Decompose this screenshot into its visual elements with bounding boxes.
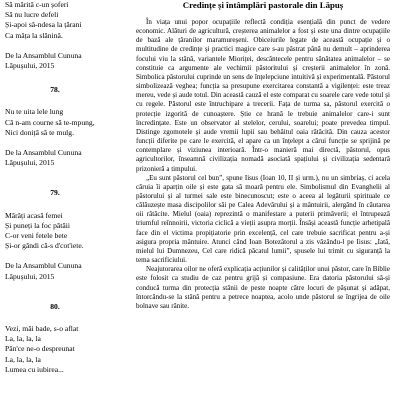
verse-line: Și puneți la foc pătăii — [5, 220, 70, 230]
verse-line: Lumea cu iubirea... — [5, 364, 64, 374]
verse-line: Ca mâța la slănină. — [5, 30, 63, 40]
verse-number: 80. — [50, 301, 60, 311]
verse-line: Să mărită c-un șoferi — [5, 0, 69, 9]
verse-block-78 — [5, 107, 105, 168]
verse-block-80 — [5, 324, 105, 375]
verse-line: Că n-am courne să te-mpung, — [5, 117, 95, 127]
verse-line: Nu te uita lele lung — [5, 107, 64, 117]
article-title: Credințe și întâmplări pastorale din Lăpuș — [182, 0, 344, 10]
article-paragraph: Neajutorarea oilor ne oferă explicația acțiunilor și calităților unui păstor, care în Biblie este folosit ca studiu de caz pentru grijă și compasiune. Era datoria păstorului să-și conducă turma din protecția stânii de peste noapte către locuri de pășunat și adăpat, întorcându-se la stână pentru a petrece noaptea, acolo unde păstorul se îngrijea de oile bolnave sau rănite. — [136, 265, 390, 310]
verse-source: De la Ansamblul Cununa Lăpușului, 2015 — [5, 148, 82, 168]
article — [136, 0, 390, 400]
verse-source: De la Ansamblul Cununa Lăpușului, 2015 — [5, 50, 82, 71]
verse-line: Nici donițâ să te mulg. — [5, 127, 74, 137]
verse-number: 79. — [50, 188, 60, 198]
left-column — [5, 0, 105, 400]
verse-number: 78. — [50, 85, 60, 95]
verse-line: Și-apoi să-ndesa la țărani — [5, 20, 82, 30]
verse-line: Pân'ce ne-o despreunat — [5, 344, 75, 354]
verse-source: De la Ansamblul Cununa Lăpușului, 2015 — [5, 261, 82, 281]
verse-line: La, la, la, la — [5, 334, 41, 344]
article-paragraph: În viața unui popor ocupațiile reflectă condiția esențială din punct de vedere economic. Alături de agricultură, creșterea animalelor a fost și este una dintre ocupațiile de bază ale țăranilor maramureșeni. Obiceiurile legate de această ocupație și o multitudine de credințe și practici magice care s-au păstrat până nu demult – aprinderea focului viu la stână, variantele Mioriței, descântecele pentru sănătatea animalelor – se constituie ca argumente ale vechimii păstoritului și creșterii animalelor în zonă. Simbolica păstorului cuprinde un sens de înțelepciune intuitivă și experimentală. Păstorul simbolizează veghea; funcția sa presupune exercitarea constantă a vigilenței: este treaz mereu, vede și aude totul. Din această cauză el este comparat cu soarele care vede totul și cu regele. Păstorul este întruchipare a trecerii. Fața de turma sa, păstorul exercită o protecție izgorită de cunoaștere. Știe ce hrană le trebuie animalelor care-i sunt încredințate. Este un observator al stelelor, cerului, soarelui; poate prevedea timpul. Distinge zgomotele și aude vremii lupii sau behăitul oaia rătăcită. Din cauza acestor funcții diferite pe care le exercită, el apare ca un înțelept a cărui funcție se sprijină pe contemplare și viziunea interioară. Într-o manieră mai directă, păstorul, opus agricultorilor, înseamnă civilizația nomadă asociată spațiului și civilizația sedentară prizonieră a timpului. — [136, 18, 390, 173]
verse-line: Vezi, măi bade, s-o aflat — [5, 324, 79, 334]
verse-block-77 — [5, 0, 105, 71]
article-paragraph: „Eu sunt păstorul cel bun”, spune Iisus (Ioan 10, II și urm.), nu un simbriaș, ci acela căruia îi aparțin oile și este gata să moară pentru ele. Simbolismul din Evanghelii al păstorului și al turmei sale este binecunoscut; este o aceea al legăturii spirituale ce călăuzește masa discipolilor săi pe Calea Adevărului și a mântuirii, alergând în căutarea oii rătăcite. Mielul (oaia) reprezintă o manifestare a puterii primăverii; el întrupează triumful reînnoirii, victoria ciclică a vieții asupra morții. Însăși această funcție arhetipală face din el victima propițiatorie prin excelență, cel care trebuie sacrificat pentru a-și asigura propria mântuire. Atunci când Ioan Botezătorul a zis văzându-l pe Iisus: „Iată, mielul lui Dumnezeu, Cel care ridică păcatul lumii”, spusele lui trimit cu siguranță la tema sacrificiului. — [136, 173, 390, 265]
verse-line: Să nu lucre defeli — [5, 10, 59, 20]
verse-line: Și-or gândi că-s d'cot'iete. — [5, 241, 84, 251]
verse-block-79 — [5, 211, 105, 282]
verse-line: Mărăți acasă femei — [5, 210, 63, 220]
verse-line: La, la, la, la — [5, 354, 41, 364]
verse-line: C-or veni fetele bete — [5, 231, 68, 241]
